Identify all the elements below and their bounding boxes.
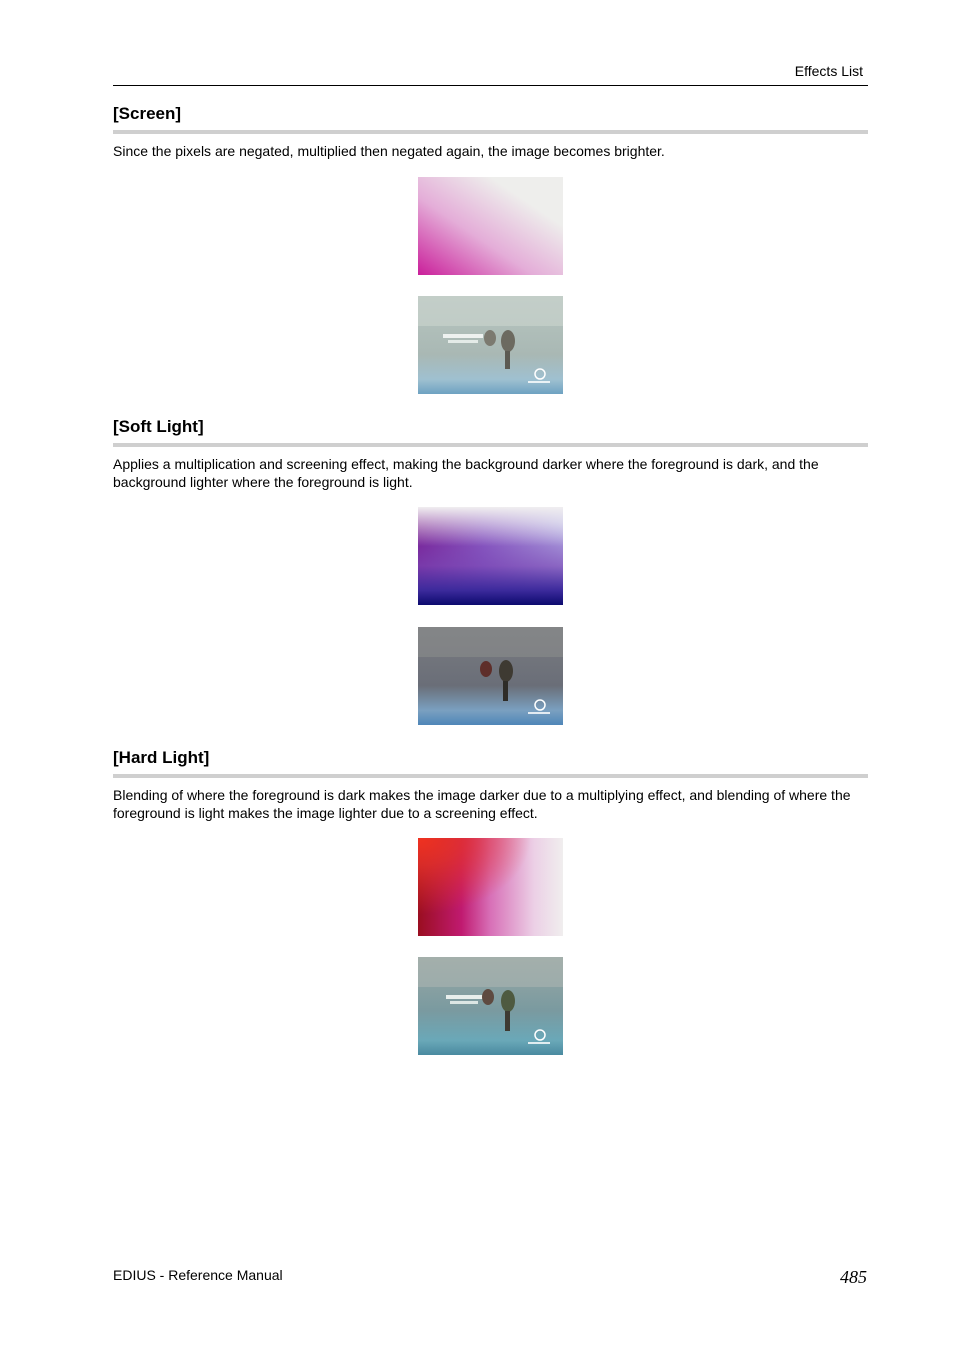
running-header: Effects List bbox=[794, 63, 863, 79]
section-title-screen: [Screen] bbox=[113, 104, 182, 123]
hard-light-gradient-image bbox=[418, 838, 563, 936]
screen-result-photo bbox=[418, 296, 563, 394]
section-hard-light bbox=[113, 747, 868, 822]
section-divider bbox=[113, 443, 868, 447]
page-number: 485 bbox=[840, 1267, 867, 1287]
section-description-soft-light: Applies a multiplication and screening effect, making the background darker where the foreground is dark, and the background lighter where the foreground is light. bbox=[113, 456, 819, 490]
section-description-screen: Since the pixels are negated, multiplied then negated again, the image becomes brighter. bbox=[113, 143, 665, 159]
soft-light-result-photo bbox=[418, 627, 563, 725]
section-title-hard-light: [Hard Light] bbox=[113, 748, 210, 767]
screen-gradient-image bbox=[418, 177, 563, 275]
header-divider bbox=[113, 85, 868, 86]
section-soft-light bbox=[113, 416, 868, 491]
hard-light-result-photo bbox=[418, 957, 563, 1055]
section-divider bbox=[113, 130, 868, 134]
section-divider bbox=[113, 774, 868, 778]
section-screen bbox=[113, 103, 868, 161]
section-description-hard-light: Blending of where the foreground is dark makes the image darker due to a multiplying effect, and blending of where the foreground is light makes the image lighter due to a screening effect. bbox=[113, 787, 851, 821]
section-title-soft-light: [Soft Light] bbox=[113, 417, 204, 436]
footer-manual-title: EDIUS - Reference Manual bbox=[113, 1267, 283, 1283]
soft-light-gradient-image bbox=[418, 507, 563, 605]
